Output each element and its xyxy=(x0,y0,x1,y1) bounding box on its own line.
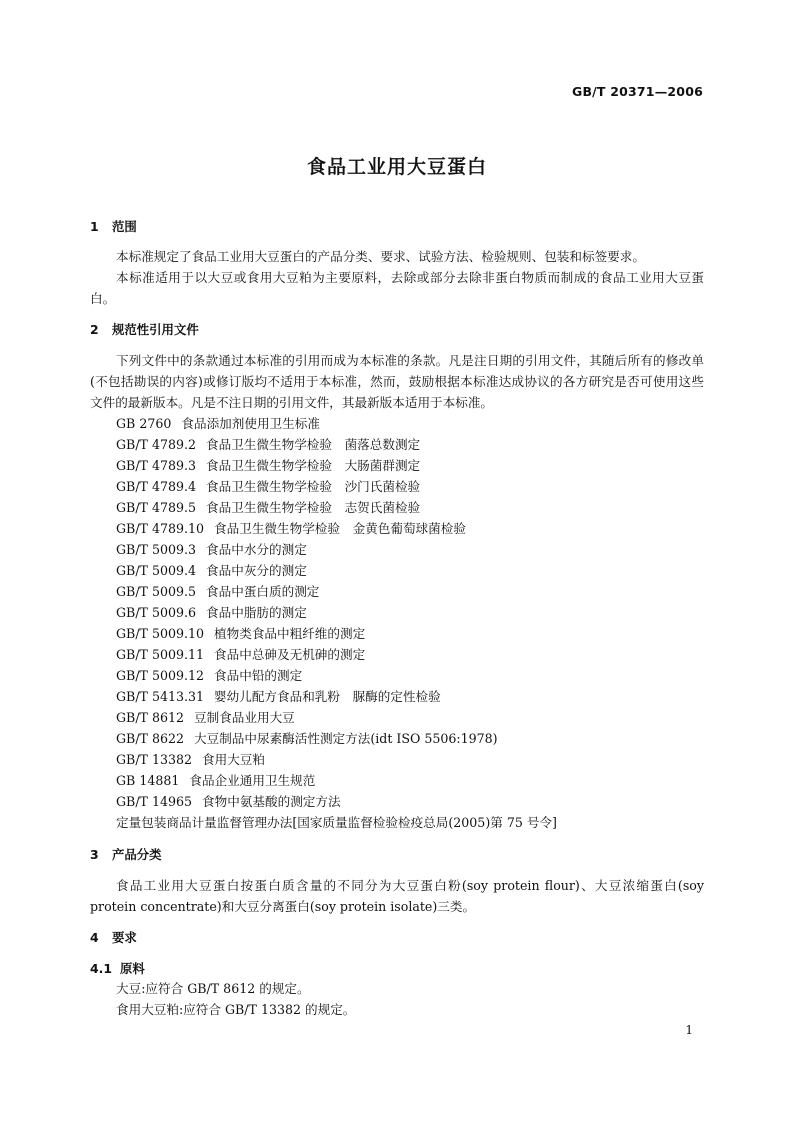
reference-code: GB/T 5413.31 xyxy=(116,689,205,704)
section-3-heading xyxy=(90,846,162,863)
subsection-4-1-heading xyxy=(90,960,145,977)
reference-code: GB/T 14965 xyxy=(116,794,193,809)
section-title: 范围 xyxy=(112,219,137,234)
document-title: 食品工业用大豆蛋白 xyxy=(306,156,487,178)
section-3-paragraph: 食品工业用大豆蛋白按蛋白质含量的不同分为大豆蛋白粉(soy protein flour)、大豆浓缩蛋白(soy protein concentrate)和大豆分离蛋白(soy protein isolate)三类。 xyxy=(90,878,704,914)
reference-title: 食品中蛋白质的测定 xyxy=(206,584,320,599)
reference-title: 食品添加剂使用卫生标准 xyxy=(181,416,320,431)
reference-title: 大豆制品中尿素酶活性测定方法(idt ISO 5506:1978) xyxy=(194,731,498,746)
reference-code: GB/T 5009.10 xyxy=(116,626,205,641)
section-number: 1 xyxy=(90,219,99,234)
section-2-intro: 下列文件中的条款通过本标准的引用而成为本标准的条款。凡是注日期的引用文件，其随后所有的修改单(不包括勘误的内容)或修订版均不适用于本标准，然而，鼓励根据本标准达成协议的各方研究是否可使用这些文件的最新版本。凡是不注日期的引用文件，其最新版本适用于本标准。 xyxy=(90,353,704,410)
reference-code: GB/T 4789.3 xyxy=(116,458,197,473)
reference-item xyxy=(116,667,302,684)
reference-code: GB/T 5009.3 xyxy=(116,542,197,557)
reference-title: 食品中脂肪的测定 xyxy=(206,605,307,620)
reference-code: GB/T 5009.4 xyxy=(116,563,197,578)
reference-title: 食品中铅的测定 xyxy=(214,668,303,683)
reference-title: 食品卫生微生物学检验 大肠菌群测定 xyxy=(206,458,421,473)
reference-item xyxy=(116,709,295,726)
reference-code: GB/T 4789.4 xyxy=(116,479,197,494)
standard-code: GB/T 20371—2006 xyxy=(571,84,703,99)
reference-title: 食品卫生微生物学检验 志贺氏菌检验 xyxy=(206,500,421,515)
section-2-heading xyxy=(90,321,199,338)
reference-code: GB/T 4789.10 xyxy=(116,521,205,536)
reference-item xyxy=(116,793,341,810)
reference-item xyxy=(116,499,420,516)
reference-item xyxy=(116,646,365,663)
reference-item xyxy=(116,541,307,558)
section-title: 产品分类 xyxy=(112,847,162,862)
reference-item xyxy=(116,415,320,432)
reference-item xyxy=(116,751,265,768)
reference-code: GB 2760 xyxy=(116,416,172,431)
reference-item xyxy=(116,625,365,642)
section-number: 4 xyxy=(90,930,99,945)
reference-item xyxy=(116,583,319,600)
reference-code: GB 14881 xyxy=(116,773,180,788)
page-number: 1 xyxy=(685,1023,693,1037)
subsection-number: 4.1 xyxy=(90,961,112,976)
reference-item-regulation: 定量包装商品计量监督管理办法[国家质量监督检验检疫总局(2005)第 75 号令] xyxy=(116,815,557,830)
reference-item xyxy=(116,688,441,705)
section-1-paragraph-1: 本标准规定了食品工业用大豆蛋白的产品分类、要求、试验方法、检验规则、包装和标签要求。 xyxy=(116,249,645,264)
reference-title: 食品卫生微生物学检验 沙门氏菌检验 xyxy=(206,479,421,494)
reference-code: GB/T 5009.6 xyxy=(116,605,197,620)
reference-code: GB/T 5009.12 xyxy=(116,668,205,683)
reference-item xyxy=(116,772,315,789)
reference-code: GB/T 8612 xyxy=(116,710,185,725)
reference-item xyxy=(116,604,307,621)
reference-code: GB/T 5009.11 xyxy=(116,647,205,662)
reference-item xyxy=(116,478,420,495)
section-4-heading xyxy=(90,929,137,946)
reference-title: 食品中水分的测定 xyxy=(206,542,307,557)
reference-item xyxy=(116,730,498,747)
reference-title: 食品中总砷及无机砷的测定 xyxy=(214,647,366,662)
reference-item xyxy=(116,436,420,453)
reference-title: 食品卫生微生物学检验 菌落总数测定 xyxy=(206,437,421,452)
reference-title: 豆制食品业用大豆 xyxy=(194,710,295,725)
reference-code: GB/T 13382 xyxy=(116,752,193,767)
reference-title: 食用大豆粕 xyxy=(202,752,265,767)
requirement-soybean-meal: 食用大豆粕:应符合 GB/T 13382 的规定。 xyxy=(116,1002,356,1017)
reference-title: 食品企业通用卫生规范 xyxy=(189,773,316,788)
section-1-paragraph-2: 本标准适用于以大豆或食用大豆粕为主要原料，去除或部分去除非蛋白物质而制成的食品工业用大豆蛋白。 xyxy=(90,270,704,306)
requirement-soybean: 大豆:应符合 GB/T 8612 的规定。 xyxy=(116,981,310,996)
reference-code: GB/T 8622 xyxy=(116,731,185,746)
section-1-heading xyxy=(90,218,137,235)
reference-title: 婴幼儿配方食品和乳粉 脲酶的定性检验 xyxy=(214,689,441,704)
reference-code: GB/T 4789.5 xyxy=(116,500,197,515)
section-title: 规范性引用文件 xyxy=(112,322,199,337)
section-title: 要求 xyxy=(112,930,137,945)
reference-item xyxy=(116,562,307,579)
reference-code: GB/T 4789.2 xyxy=(116,437,197,452)
reference-title: 植物类食品中粗纤维的测定 xyxy=(214,626,366,641)
reference-title: 食品中灰分的测定 xyxy=(206,563,307,578)
section-number: 3 xyxy=(90,847,99,862)
subsection-title: 原料 xyxy=(120,961,145,976)
reference-item xyxy=(116,520,466,537)
section-number: 2 xyxy=(90,322,99,337)
reference-item xyxy=(116,457,420,474)
reference-title: 食品卫生微生物学检验 金黄色葡萄球菌检验 xyxy=(214,521,466,536)
reference-title: 食物中氨基酸的测定方法 xyxy=(202,794,341,809)
reference-code: GB/T 5009.5 xyxy=(116,584,197,599)
